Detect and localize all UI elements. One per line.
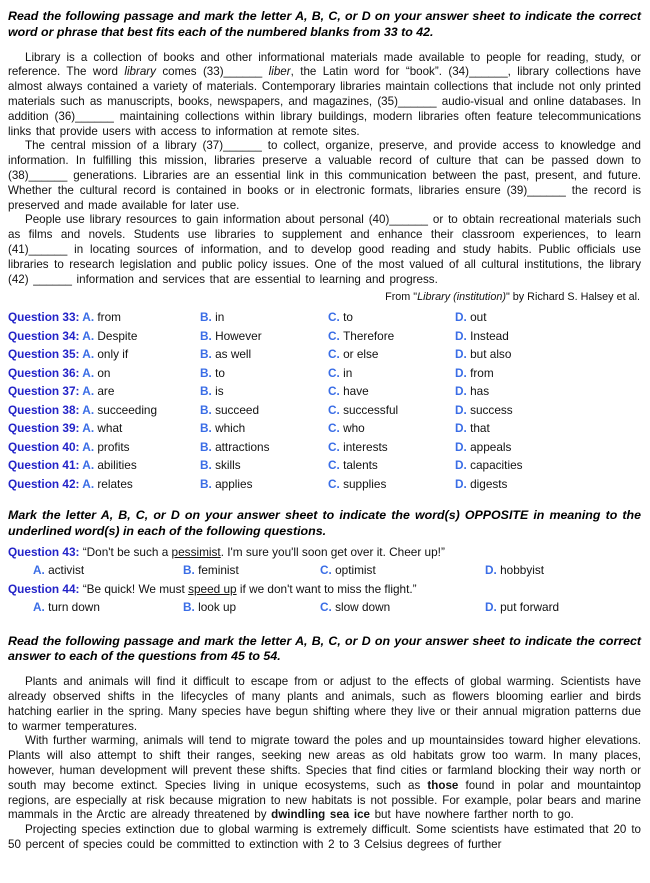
option-text: appeals	[470, 439, 512, 454]
question-row	[8, 382, 641, 401]
option-text: put forward	[500, 600, 560, 615]
cloze-passage	[8, 51, 641, 288]
option-letter: B.	[200, 421, 216, 436]
question-number: Question 41:	[8, 458, 83, 473]
option-a	[8, 419, 200, 438]
option-letter: A.	[82, 384, 98, 399]
option-d	[455, 438, 641, 457]
text-segment: , the Latin word for “book”. (34)______, library collections have almost always contained a variety of materials. Contemporary libraries maintain collections that include not only printed materials such as manuscripts, books, newspapers, and magazines, (35)______ audio-visual and online databases. In addition (36)______ maintaining collections within library buildings, modern libraries often feature telecommunications links that provide users with access to information at remote sites.	[8, 65, 641, 138]
question-number: Question 36:	[8, 365, 83, 380]
option-b	[200, 401, 328, 420]
option-c	[328, 327, 455, 346]
option-text: in	[215, 310, 225, 325]
option-text: slow down	[335, 600, 391, 615]
option-text: supplies	[343, 476, 387, 491]
option-text: look up	[198, 600, 237, 615]
option-letter: C.	[320, 600, 336, 615]
option-letter: A.	[33, 563, 49, 578]
option-b	[200, 345, 328, 364]
option-letter: D.	[455, 347, 471, 362]
option-d	[455, 401, 641, 420]
text-segment: Library is a collection of books and other informational materials made available to people for reading, study, or reference. The word	[8, 50, 641, 79]
option-text: feminist	[198, 563, 239, 578]
option-letter: D.	[455, 365, 471, 380]
italic-term: library	[124, 65, 156, 79]
passage-paragraph	[8, 213, 641, 287]
reading-passage	[8, 675, 641, 853]
option-a	[8, 475, 200, 494]
question-row	[8, 456, 641, 475]
text-segment: The central mission of a library (37)______ to collect, organize, preserve, and provide access to knowledge and information. In fulfilling this mission, libraries preserve a valuable record of culture that can be passed down to (38)______ generations. Libraries are an essential link in this communication between the past, present, and future. Whether the cultural record is contained in books or in electronic formats, libraries ensure (39)______ the record is preserved and made available for later use.	[8, 139, 641, 212]
option-d	[485, 561, 641, 579]
question-row	[8, 419, 641, 438]
option-text: success	[470, 402, 513, 417]
option-c	[320, 598, 485, 616]
option-letter: D.	[485, 563, 501, 578]
question-row	[8, 308, 641, 327]
option-d	[455, 364, 641, 383]
option-letter: A.	[82, 310, 98, 325]
option-b	[200, 327, 328, 346]
question-row	[8, 475, 641, 494]
option-letter: A.	[82, 476, 98, 491]
option-b	[200, 419, 328, 438]
option-letter: C.	[328, 476, 344, 491]
option-letter: B.	[200, 458, 216, 473]
question-sentence-row	[8, 543, 641, 561]
option-b	[183, 598, 320, 616]
option-text: as well	[215, 347, 252, 362]
option-text: in	[343, 365, 353, 380]
option-b	[200, 308, 328, 327]
option-letter: B.	[200, 402, 216, 417]
option-letter: B.	[200, 347, 216, 362]
reading-section-instruction: Read the following passage and mark the letter A, B, C, or D on your answer sheet to indicate the correct answer to each of the questions from 45 to 54.	[8, 633, 641, 664]
question-sentence-row	[8, 580, 641, 598]
text-segment: comes (33)______	[155, 65, 269, 79]
option-letter: B.	[200, 310, 216, 325]
option-d	[455, 345, 641, 364]
option-a	[8, 364, 200, 383]
option-letter: D.	[455, 310, 471, 325]
option-letter: D.	[455, 476, 471, 491]
option-c	[328, 345, 455, 364]
option-c	[328, 308, 455, 327]
option-text: hobbyist	[500, 563, 545, 578]
option-text: attractions	[215, 439, 270, 454]
underlined-word: pessimist	[171, 544, 221, 559]
option-letter: D.	[455, 421, 471, 436]
option-b	[200, 456, 328, 475]
option-text: talents	[343, 458, 378, 473]
option-b	[200, 475, 328, 494]
option-letter: B.	[200, 384, 216, 399]
option-text: or else	[343, 347, 379, 362]
option-letter: A.	[82, 347, 98, 362]
option-row	[8, 561, 641, 579]
option-letter: A.	[82, 402, 98, 417]
text-segment: Plants and animals will find it difficult to escape from or adjust to the effects of global warming. Scientists have already observed shifts in the lifecycles of many plants and animals, such as flowers blooming earlier and birds hatching earlier in the spring. Many species have begun shifting where they live or their annual migration patterns due to warmer temperatures.	[8, 675, 641, 733]
option-text: have	[343, 384, 369, 399]
option-text: has	[470, 384, 490, 399]
option-text: However	[215, 328, 262, 343]
option-d	[455, 327, 641, 346]
text-segment: . I'm sure you'll soon get over it. Cheer up!”	[220, 544, 445, 559]
text-segment: if we don't want to miss the flight.”	[236, 581, 417, 596]
question-row	[8, 401, 641, 420]
option-d	[455, 456, 641, 475]
option-letter: C.	[328, 384, 344, 399]
passage-paragraph	[8, 675, 641, 734]
option-text: what	[97, 421, 123, 436]
text-segment: found in polar and mountaintop regions, are especially at risk because migration to new habitats is not possible. For example, polar bears and marine mammals in the Arctic are already threatened by	[8, 778, 641, 822]
option-c	[320, 561, 485, 579]
option-c	[328, 475, 455, 494]
option-c	[328, 438, 455, 457]
option-text: only if	[97, 347, 129, 362]
option-text: are	[97, 384, 115, 399]
option-c	[328, 456, 455, 475]
question-number: Question 42:	[8, 476, 83, 491]
option-letter: C.	[328, 458, 344, 473]
question-number: Question 39:	[8, 421, 83, 436]
question-number: Question 44:	[8, 581, 80, 596]
option-letter: D.	[455, 458, 471, 473]
cloze-question-list	[8, 308, 641, 493]
passage-attribution	[8, 291, 640, 303]
option-text: to	[215, 365, 225, 380]
option-text: Therefore	[343, 328, 395, 343]
text-segment: With further warming, animals will tend to migrate toward the poles and up mountainsides toward higher elevations. Plants will also attempt to shift their ranges, seeking new areas as old habitats grow too warm. In many places, however, human development will prevent these shifts. Species that find cities or farmland blocking their way north or south may become extinct. Species living in unique ecosystems, such as	[8, 734, 641, 792]
option-a	[8, 382, 200, 401]
option-text: succeed	[215, 402, 260, 417]
question-row	[8, 345, 641, 364]
option-text: is	[215, 384, 224, 399]
option-a	[8, 438, 200, 457]
option-letter: B.	[200, 476, 216, 491]
option-a	[8, 345, 200, 364]
option-text: that	[470, 421, 490, 436]
option-text: activist	[48, 563, 85, 578]
italic-term: liber	[268, 65, 291, 79]
option-a	[8, 401, 200, 420]
bold-term: dwindling sea ice	[271, 808, 370, 822]
option-a	[8, 327, 200, 346]
option-letter: D.	[455, 402, 471, 417]
option-letter: B.	[183, 563, 199, 578]
option-letter: D.	[455, 328, 471, 343]
option-text: which	[215, 421, 246, 436]
question-row	[8, 438, 641, 457]
option-a	[8, 456, 200, 475]
cloze-section-instruction: Read the following passage and mark the letter A, B, C, or D on your answer sheet to indicate the correct word or phrase that best fits each of the numbered blanks from 33 to 42.	[8, 9, 641, 39]
option-a	[8, 308, 200, 327]
option-letter: C.	[328, 402, 344, 417]
question-number: Question 33:	[8, 310, 83, 325]
option-c	[328, 382, 455, 401]
option-c	[328, 364, 455, 383]
text-segment: Projecting species extinction due to global warming is extremely difficult. Some scientists have estimated that 20 to 50 percent of species could be committed to extinction with 2 to 3 Celsius degrees of further	[8, 823, 641, 851]
passage-paragraph	[8, 139, 641, 213]
opposite-question-list	[8, 543, 641, 617]
text-segment: “Be quick! We must	[79, 581, 189, 596]
option-text: from	[470, 365, 494, 380]
question-row	[8, 327, 641, 346]
option-b	[200, 438, 328, 457]
option-letter: B.	[200, 365, 216, 380]
option-letter: B.	[200, 439, 216, 454]
option-letter: C.	[328, 347, 344, 362]
underlined-word: speed up	[188, 581, 237, 596]
question-number: Question 35:	[8, 347, 83, 362]
option-letter: C.	[328, 328, 344, 343]
option-b	[200, 364, 328, 383]
question-number: Question 40:	[8, 439, 83, 454]
option-letter: D.	[455, 439, 471, 454]
option-letter: B.	[200, 328, 216, 343]
option-text: applies	[215, 476, 253, 491]
option-text: digests	[470, 476, 508, 491]
text-segment: From "	[385, 291, 418, 304]
text-segment: People use library resources to gain information about personal (40)______ or to obtain recreational materials such as films and novels. Students use libraries to supplement and enhance their classroom experiences, to learn (41)______ in locating sources of information, and to develop good reading and study habits. Public officials use libraries to research legislation and public policy issues. One of the most valued of all cultural institutions, the library (42) ______ information and services that are essential to learning and progress.	[8, 213, 641, 286]
option-letter: A.	[82, 421, 98, 436]
option-letter: C.	[320, 563, 336, 578]
option-text: but also	[470, 347, 512, 362]
option-letter: C.	[328, 310, 344, 325]
option-letter: D.	[455, 384, 471, 399]
option-text: turn down	[48, 600, 100, 615]
option-b	[200, 382, 328, 401]
option-letter: C.	[328, 421, 344, 436]
option-text: relates	[97, 476, 133, 491]
option-text: out	[470, 310, 487, 325]
option-text: abilities	[97, 458, 137, 473]
option-d	[455, 308, 641, 327]
option-text: to	[343, 310, 353, 325]
option-text: profits	[97, 439, 130, 454]
option-a	[33, 561, 183, 579]
question-number: Question 38:	[8, 402, 83, 417]
question-row	[8, 364, 641, 383]
bold-term: those	[427, 778, 459, 792]
option-letter: C.	[328, 439, 344, 454]
option-letter: A.	[33, 600, 49, 615]
option-letter: A.	[82, 458, 98, 473]
option-c	[328, 419, 455, 438]
option-letter: B.	[183, 600, 199, 615]
question-number: Question 37:	[8, 384, 83, 399]
option-text: on	[97, 365, 111, 380]
option-letter: D.	[485, 600, 501, 615]
option-c	[328, 401, 455, 420]
option-text: Despite	[97, 328, 138, 343]
option-b	[183, 561, 320, 579]
option-d	[455, 419, 641, 438]
option-text: Instead	[470, 328, 509, 343]
option-letter: A.	[82, 365, 98, 380]
passage-paragraph	[8, 823, 641, 853]
option-text: interests	[343, 439, 388, 454]
passage-paragraph	[8, 734, 641, 823]
option-row	[8, 598, 641, 616]
option-d	[455, 475, 641, 494]
passage-paragraph	[8, 51, 641, 140]
option-d	[455, 382, 641, 401]
option-text: who	[343, 421, 365, 436]
option-a	[33, 598, 183, 616]
option-letter: A.	[82, 328, 98, 343]
option-text: optimist	[335, 563, 376, 578]
text-segment: but have nowhere farther north to go.	[369, 808, 574, 822]
option-text: successful	[343, 402, 399, 417]
text-segment: “Don't be such a	[79, 544, 172, 559]
question-number: Question 34:	[8, 328, 83, 343]
option-letter: C.	[328, 365, 344, 380]
opposite-section-instruction: Mark the letter A, B, C, or D on your answer sheet to indicate the word(s) OPPOSITE in meaning to the underlined word(s) in each of the following questions.	[8, 508, 641, 539]
option-text: from	[97, 310, 121, 325]
option-letter: A.	[82, 439, 98, 454]
option-text: succeeding	[97, 402, 158, 417]
text-segment: " by Richard S. Halsey et al.	[505, 291, 640, 304]
option-text: skills	[215, 458, 241, 473]
question-number: Question 43:	[8, 544, 80, 559]
option-d	[485, 598, 641, 616]
option-text: capacities	[470, 458, 523, 473]
italic-term: Library (institution)	[417, 291, 506, 304]
